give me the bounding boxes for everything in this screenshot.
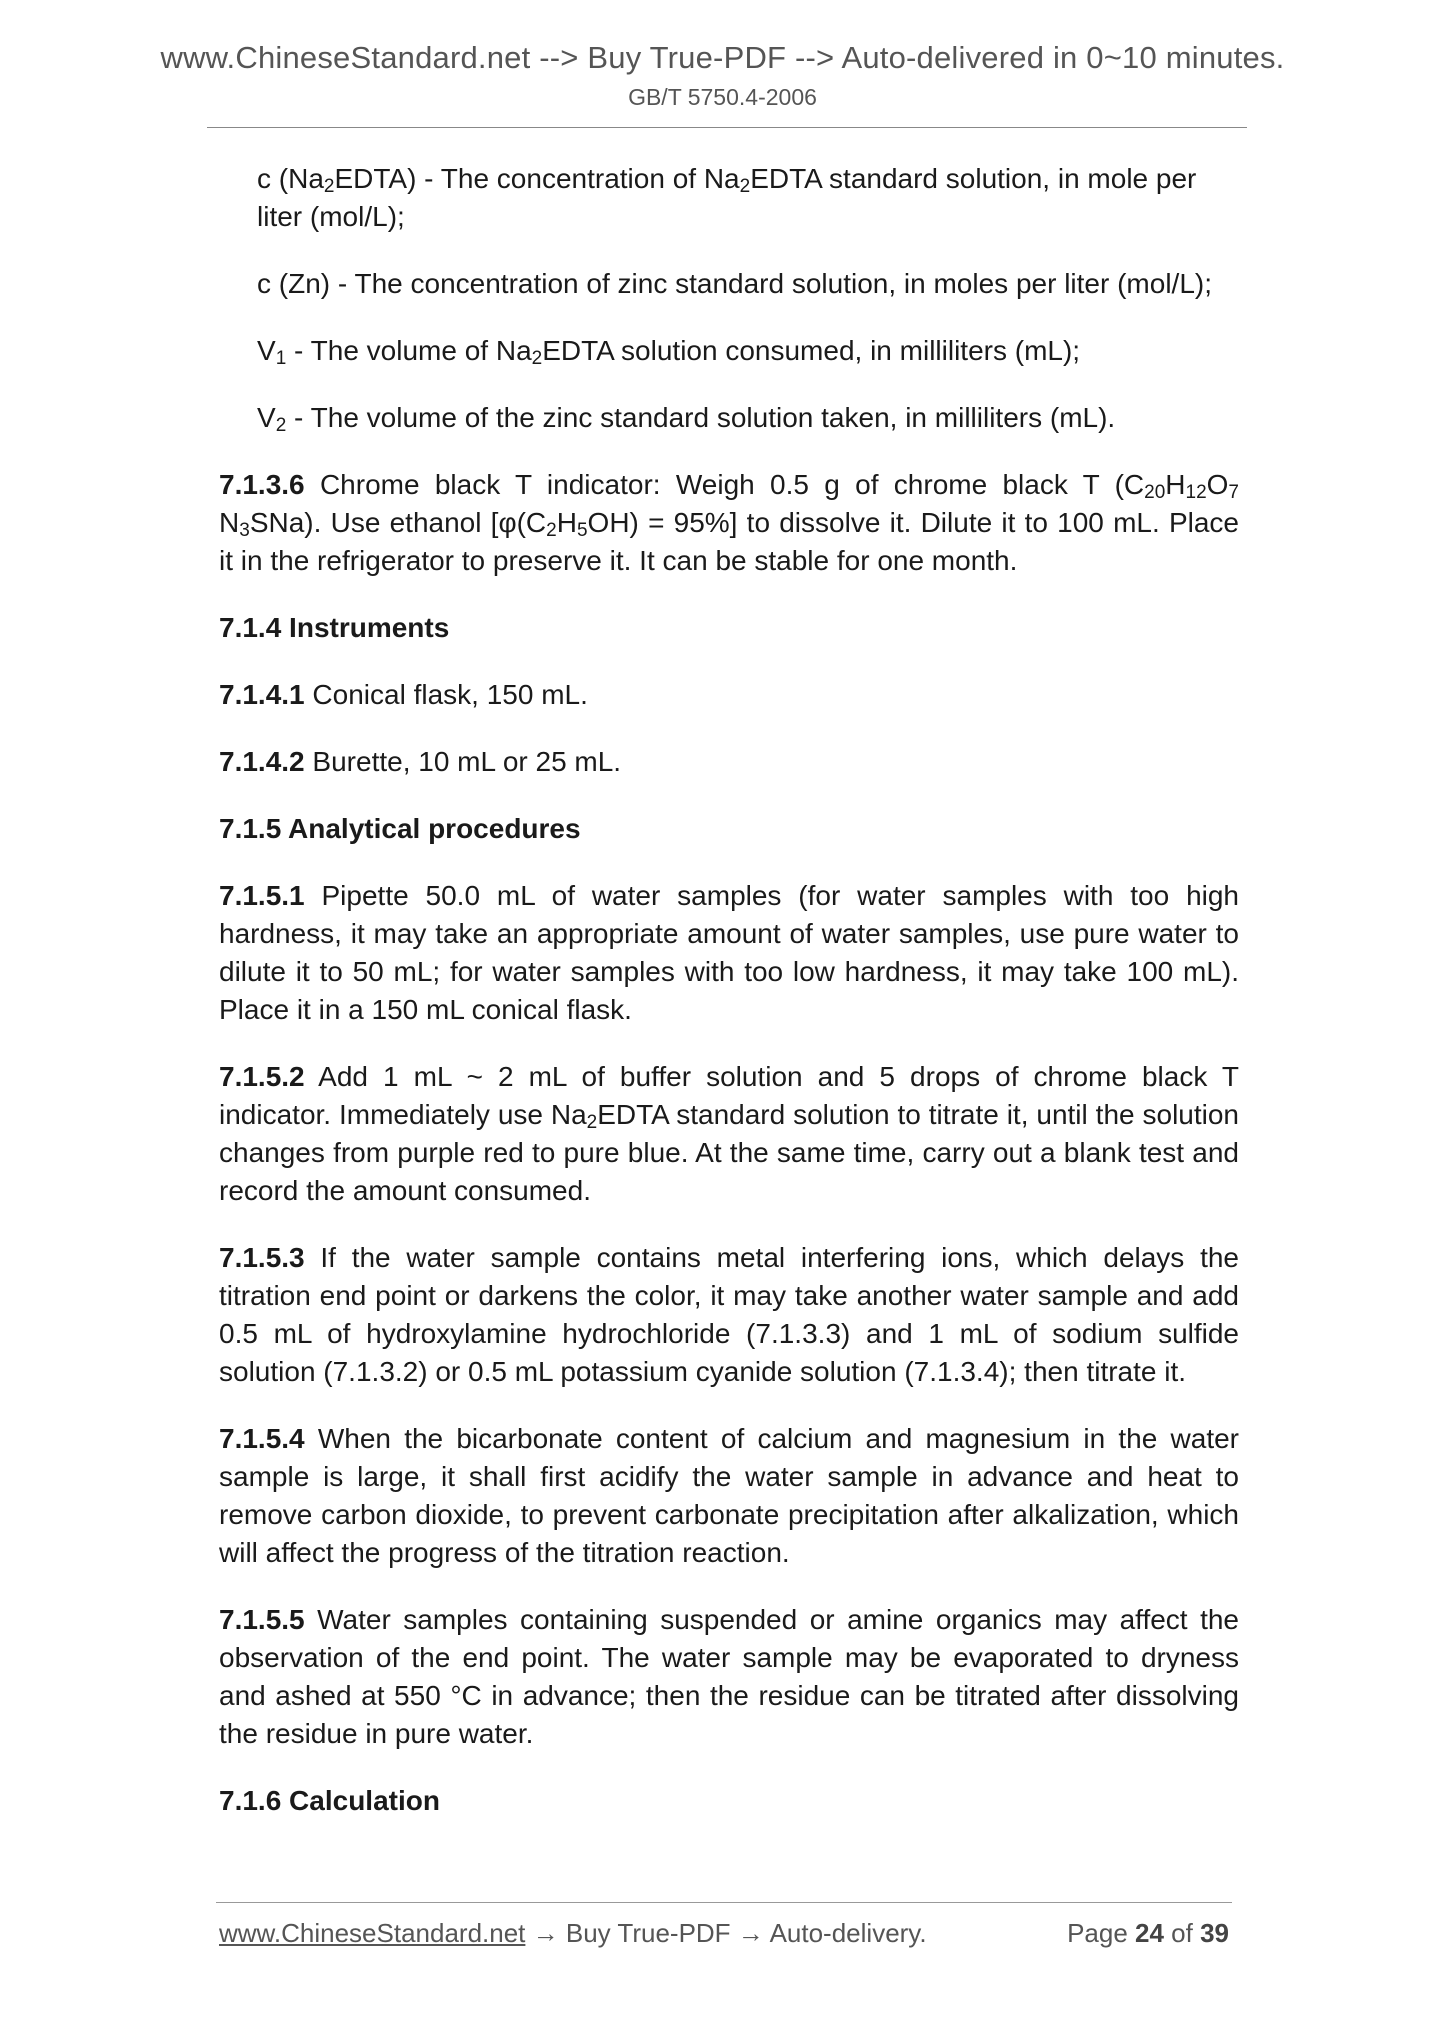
document-body — [219, 160, 1239, 1849]
heading-7-1-6: 7.1.6 Calculation — [219, 1785, 440, 1816]
clause-7-1-5-4: 7.1.5.4 When the bicarbonate content of calcium and magnesium in the water sample is large, it shall first acidify the water sample in advance and heat to remove carbon dioxide, to prevent carbonate precipitation after alkalization, which will affect the progress of the titration reaction. — [219, 1423, 1239, 1568]
definition-c-na2edta: c $(Na_2EDTA)$ - The concentration of $Na_2EDTA$ standard solution, in mole per liter (mol/L); — [257, 163, 1197, 232]
page-number: 24 — [1135, 1918, 1164, 1948]
heading-7-1-5: 7.1.5 Analytical procedures — [219, 813, 581, 844]
page-indicator: Page 24 of 39 — [1067, 1918, 1229, 1948]
clause-7-1-5-2: 7.1.5.2 Add 1 mL ~ 2 mL of buffer solution and 5 drops of chrome black T indicator. Immediately use $Na_2EDTA$ standard solution to titrate it, until the solution changes from purple red to pure blue. At the same time, carry out a blank test and record the amount consumed. — [219, 1061, 1240, 1206]
clause-7-1-5-3: 7.1.5.3 If the water sample contains metal interfering ions, which delays the titration end point or darkens the color, it may take another water sample and add 0.5 mL of hydroxylamine hydrochloride (7.1.3.3) and 1 mL of sodium sulfide solution (7.1.3.2) or 0.5 mL potassium cyanide solution (7.1.3.4); then titrate it. — [219, 1242, 1239, 1387]
clause-7-1-5-5: 7.1.5.5 Water samples containing suspended or amine organics may affect the observation of the end point. The water sample may be evaporated to dryness and ashed at 550 °C in advance; then the residue can be titrated after dissolving the residue in pure water. — [219, 1604, 1239, 1749]
standard-number: GB/T 5750.4-2006 — [628, 84, 817, 110]
definition-v2: $V_2$ - The volume of the zinc standard solution taken, in milliliters (mL). — [257, 402, 1116, 436]
header-divider — [207, 127, 1247, 128]
page-total: 39 — [1200, 1918, 1229, 1948]
clause-7-1-5-1: 7.1.5.1 Pipette 50.0 mL of water samples (for water samples with too high hardness, it may take an appropriate amount of water samples, use pure water to dilute it to 50 mL; for water samples with too low hardness, it may take 100 mL). Place it in a 150 mL conical flask. — [219, 880, 1239, 1025]
footer-tagline: → Buy True-PDF → Auto-delivery. — [525, 1918, 927, 1948]
page-footer — [219, 1918, 1229, 1949]
heading-7-1-4: 7.1.4 Instruments — [219, 612, 450, 643]
footer-divider — [216, 1902, 1232, 1903]
clause-7-1-3-6: 7.1.3.6 Chrome black T indicator: Weigh 0.5 g of chrome black T ($C_{20}H_{12}O_7$ $N_3SNa$). Use ethanol $[\varphi(C_2H_5OH) = 95\%]$ to dissolve it. Dilute it to 100 mL. Place it in the refrigerator to preserve it. It can be stable for one month. — [219, 469, 1240, 576]
definition-v1: $V_1$ - The volume of $Na_2EDTA$ solution consumed, in milliliters (mL); — [257, 335, 1081, 369]
clause-7-1-4-2: 7.1.4.2 Burette, 10 mL or 25 mL. — [219, 746, 622, 777]
footer-site-link[interactable]: www.ChineseStandard.net — [219, 1918, 526, 1948]
clause-7-1-4-1: 7.1.4.1 Conical flask, 150 mL. — [219, 679, 588, 710]
definition-c-zn: c (Zn) - The concentration of zinc standard solution, in moles per liter (mol/L); — [257, 268, 1212, 299]
header-banner: www.ChineseStandard.net --> Buy True-PDF --> Auto-delivered in 0~10 minutes. — [160, 40, 1285, 75]
